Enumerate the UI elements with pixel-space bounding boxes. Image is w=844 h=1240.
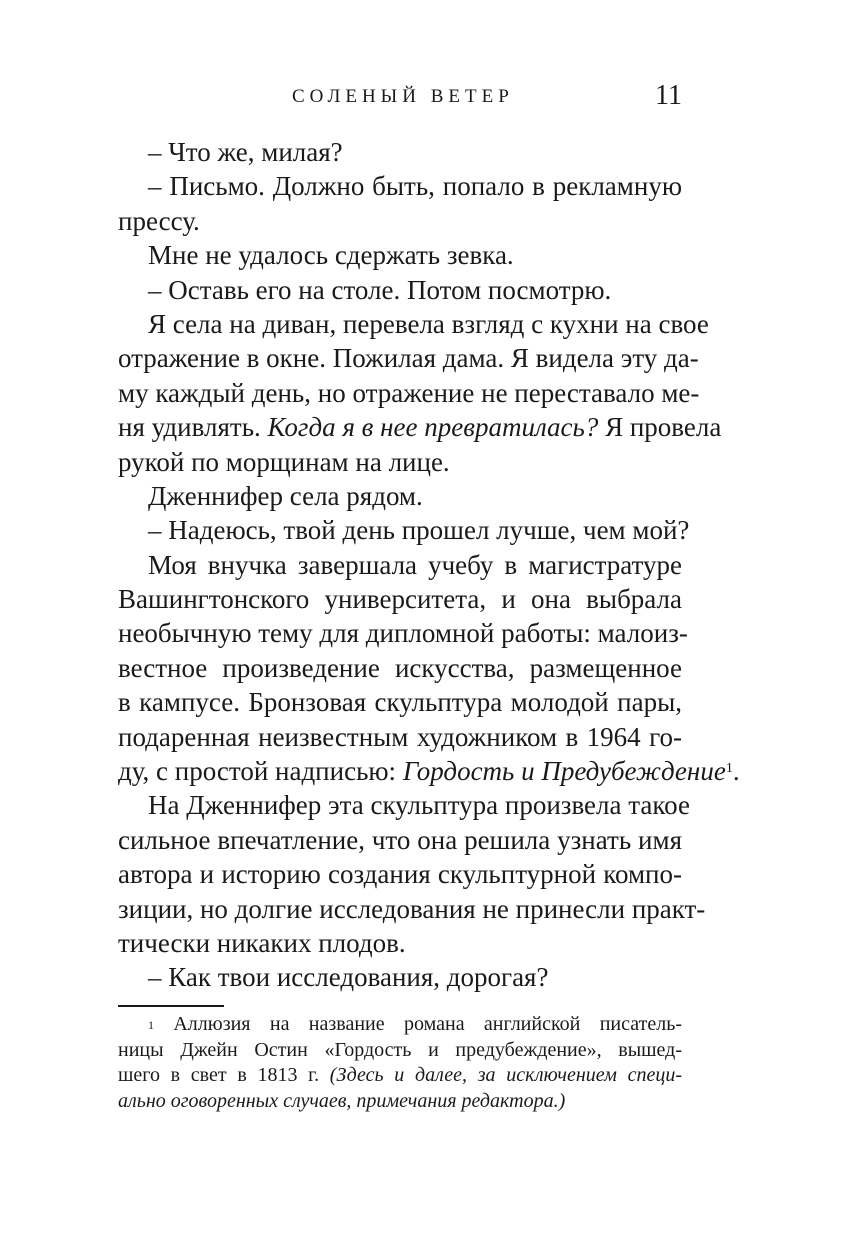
footnote-italic: (Здесь и далее, за исключением специ- [329,1064,683,1086]
text-line: вестное произведение искусства, размещенное [118,652,682,683]
footnote-rule [118,1005,224,1007]
text-line: прессу. [118,205,200,236]
text-line [118,410,722,444]
text-line: подаренная неизвестным художником в 1964 го- [118,721,682,752]
text-segment: Я провела [605,412,722,443]
footnote-italic: ально оговоренных случаев, примечания редактора.) [118,1089,566,1112]
text-line: тически никаких плодов. [118,927,406,958]
text-line: необычную тему для дипломной работы: малоиз- [118,618,688,649]
text-line: На Дженнифер эта скульптура произвела такое [148,790,690,821]
footnote-reference: 1 [725,761,733,777]
text-line: – Как твои исследования, дорогая? [148,962,549,993]
footnote-text: шего в свет в 1813 г. [118,1064,320,1086]
text-line: зиции, но долгие исследования не принесли практ- [118,893,706,924]
text-line: Я села на диван, перевела взгляд с кухни на свое [148,308,709,339]
text-line: – Надеюсь, твой день прошел лучше, чем мой? [148,515,690,546]
text-line: – Оставь его на столе. Потом посмотрю. [148,274,612,305]
footnote-mark: 1 [148,1018,154,1032]
text-line: рукой по морщинам на лице. [118,446,450,477]
text-line: Вашингтонского университета, и она выбрала [118,584,682,615]
footnote-line [118,1012,682,1038]
text-line: му каждый день, но отражение не переставало ме- [118,377,700,408]
text-line: Мне не удалось сдержать зевка. [148,240,514,271]
text-segment: . [732,756,740,787]
footnote-text: Аллюзия на название романа английской писатель- [173,1013,682,1035]
footnote-line [118,1089,682,1115]
body-text [118,135,740,995]
text-line [118,754,740,788]
text-line: – Что же, милая? [148,137,343,167]
italic-title: Гордость и Предубеждение [402,756,726,787]
footnote-line: ницы Джейн Остин «Гордость и предубеждение», вышед- [118,1038,682,1061]
text-line: отражение в окне. Пожилая дама. Я видела эту да- [118,343,699,374]
text-line: – Письмо. Должно быть, попало в рекламную [148,171,682,202]
text-line: автора и историю создания скульптурной компо- [118,859,682,890]
footnote-line [118,1063,682,1089]
running-title: СОЛЕНЫЙ ВЕТЕР [292,86,514,107]
text-line: сильное впечатление, что она решила узнать имя [118,824,682,855]
italic-text: Когда я в нее превратилась? [267,412,599,443]
text-segment: ду, с простой надписью: [118,756,397,787]
text-line: Моя внучка завершала учебу в магистратуре [148,549,682,580]
text-line: Дженнифер села рядом. [148,480,423,511]
footnote [118,1012,682,1114]
text-segment: ня удивлять. [118,412,261,443]
page-number: 11 [655,80,682,111]
text-line: в кампусе. Бронзовая скульптура молодой пары, [118,687,682,718]
